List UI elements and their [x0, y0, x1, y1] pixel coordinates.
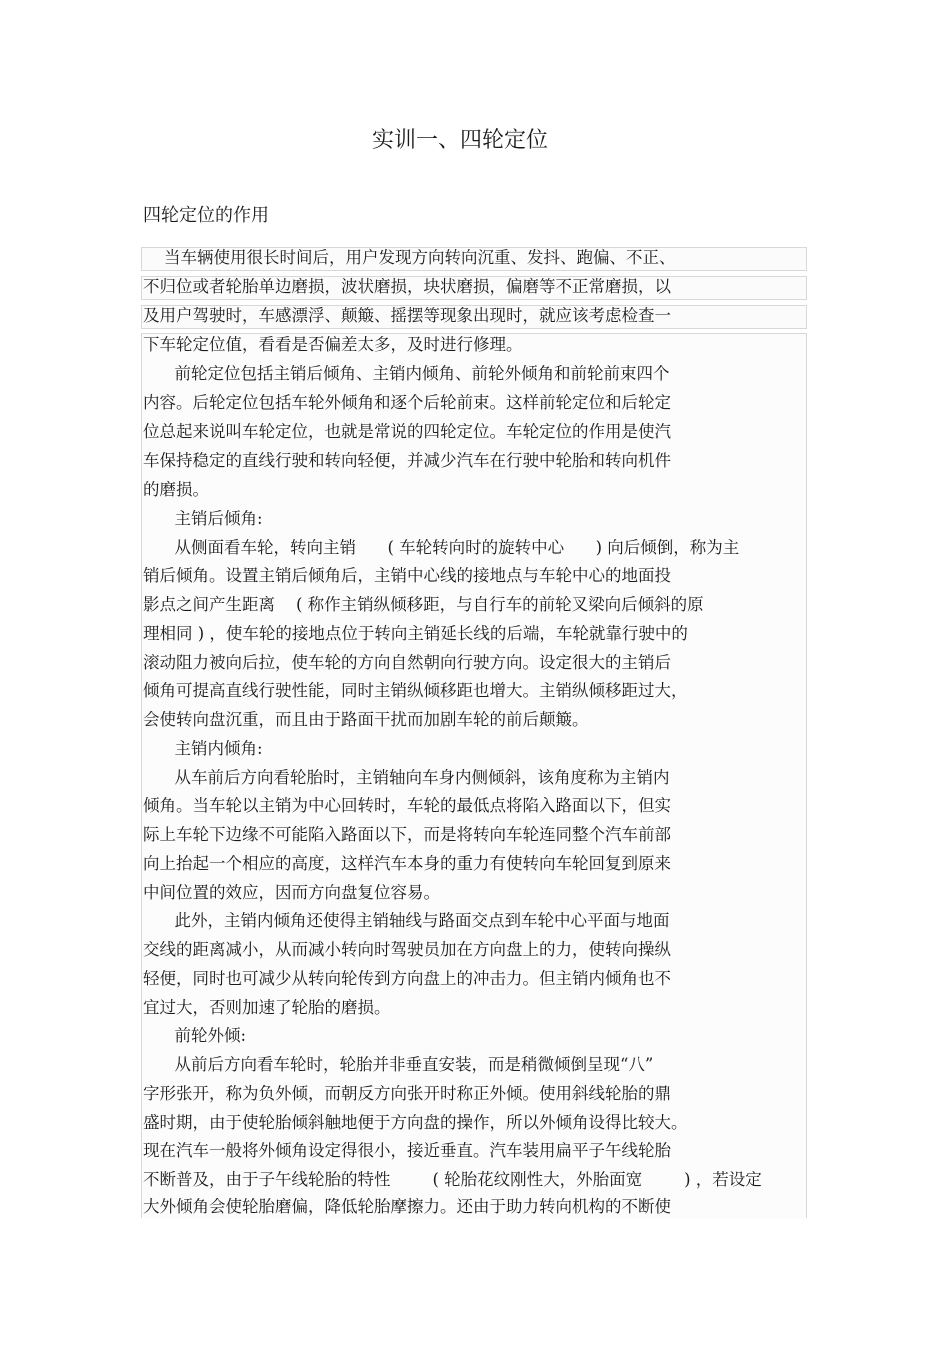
paragraph-line: 不断普及，由于子午线轮胎的特性 ( 轮胎花纹刚性大，外胎面宽 ) ，若设定: [143, 1170, 762, 1189]
paragraph-line: 向上抬起一个相应的高度，这样汽车本身的重力有使转向车轮回复到原来: [143, 854, 671, 873]
paragraph-line: 的磨损。: [143, 480, 209, 499]
paragraph-line: 内容。后轮定位包括车轮外倾角和逐个后轮前束。这样前轮定位和后轮定: [143, 393, 671, 412]
subheading-line: 主销后倾角:: [143, 509, 263, 528]
paragraph-line: 下车轮定位值，看看是否偏差太多，及时进行修理。: [143, 335, 523, 354]
paragraph-line: 中间位置的效应，因而方向盘复位容易。: [143, 883, 440, 902]
page-title: 实训一、四轮定位: [371, 128, 548, 153]
paragraph-line: 影点之间产生距离 ( 称作主销纵倾移距，与自行车的前轮叉梁向后倾斜的原: [143, 595, 704, 614]
paragraph-line: 倾角。当车轮以主销为中心回转时，车轮的最低点将陷入路面以下，但实: [143, 796, 671, 815]
paragraph-line: 此外，主销内倾角还使得主销轴线与路面交点到车轮中心平面与地面: [143, 911, 670, 930]
paragraph-line: 从车前后方向看轮胎时，主销轴向车身内侧倾斜，该角度称为主销内: [143, 768, 670, 787]
paragraph-line: 从侧面看车轮，转向主销 ( 车轮转向时的旋转中心 ) 向后倾倒，称为主: [143, 538, 740, 557]
paragraph-line: 销后倾角。设置主销后倾角后，主销中心线的接地点与车轮中心的地面投: [143, 566, 671, 585]
section-heading: 四轮定位的作用: [143, 205, 269, 226]
paragraph-line: 交线的距离减小，从而减小转向时驾驶员加在方向盘上的力，使转向操纵: [143, 940, 671, 959]
paragraph-line: 当车辆使用很长时间后，用户发现方向转向沉重、发抖、跑偏、不正、: [143, 248, 676, 267]
paragraph-line: 及用户驾驶时，车感漂浮、颠簸、摇摆等现象出现时，就应该考虑检查一: [143, 306, 671, 325]
paragraph-line: 位总起来说叫车轮定位，也就是常说的四轮定位。车轮定位的作用是使汽: [143, 422, 671, 441]
paragraph-line: 盛时期，由于使轮胎倾斜触地便于方向盘的操作，所以外倾角设得比较大。: [143, 1113, 688, 1132]
paragraph-line: 现在汽车一般将外倾角设定得很小，接近垂直。汽车装用扁平子午线轮胎: [143, 1141, 671, 1160]
paragraph-line: 倾角可提高直线行驶性能，同时主销纵倾移距也增大。主销纵倾移距过大，: [143, 681, 688, 700]
paragraph-line: 车保持稳定的直线行驶和转向轻便，并减少汽车在行驶中轮胎和转向机件: [143, 451, 671, 470]
paragraph-line: 会使转向盘沉重，而且由于路面干扰而加剧车轮的前后颠簸。: [143, 710, 589, 729]
paragraph-line: 前轮定位包括主销后倾角、主销内倾角、前轮外倾角和前轮前束四个: [143, 364, 670, 383]
paragraph-line: 宜过大，否则加速了轮胎的磨损。: [143, 998, 391, 1017]
paragraph-line: 滚动阻力被向后拉，使车轮的方向自然朝向行驶方向。设定很大的主销后: [143, 653, 671, 672]
paragraph-line: 轻便，同时也可减少从转向轮传到方向盘上的冲击力。但主销内倾角也不: [143, 969, 671, 988]
paragraph-line: 大外倾角会使轮胎磨偏，降低轮胎摩擦力。还由于助力转向机构的不断使: [143, 1197, 671, 1216]
paragraph-line: 理相同 ) ，使车轮的接地点位于转向主销延长线的后端，车轮就靠行驶中的: [143, 624, 688, 643]
paragraph-line: 字形张开，称为负外倾，而朝反方向张开时称正外倾。使用斜线轮胎的鼎: [143, 1084, 671, 1103]
paragraph-line: 际上车轮下边缘不可能陷入路面以下，而是将转向车轮连同整个汽车前部: [143, 825, 671, 844]
subheading-line: 主销内倾角:: [143, 739, 263, 758]
paragraph-line: 不归位或者轮胎单边磨损，波状磨损，块状磨损，偏磨等不正常磨损，以: [143, 277, 671, 296]
subheading-line: 前轮外倾:: [143, 1026, 247, 1045]
paragraph-line: 从前后方向看车轮时，轮胎并非垂直安装，而是稍微倾倒呈现“八”: [143, 1055, 654, 1074]
